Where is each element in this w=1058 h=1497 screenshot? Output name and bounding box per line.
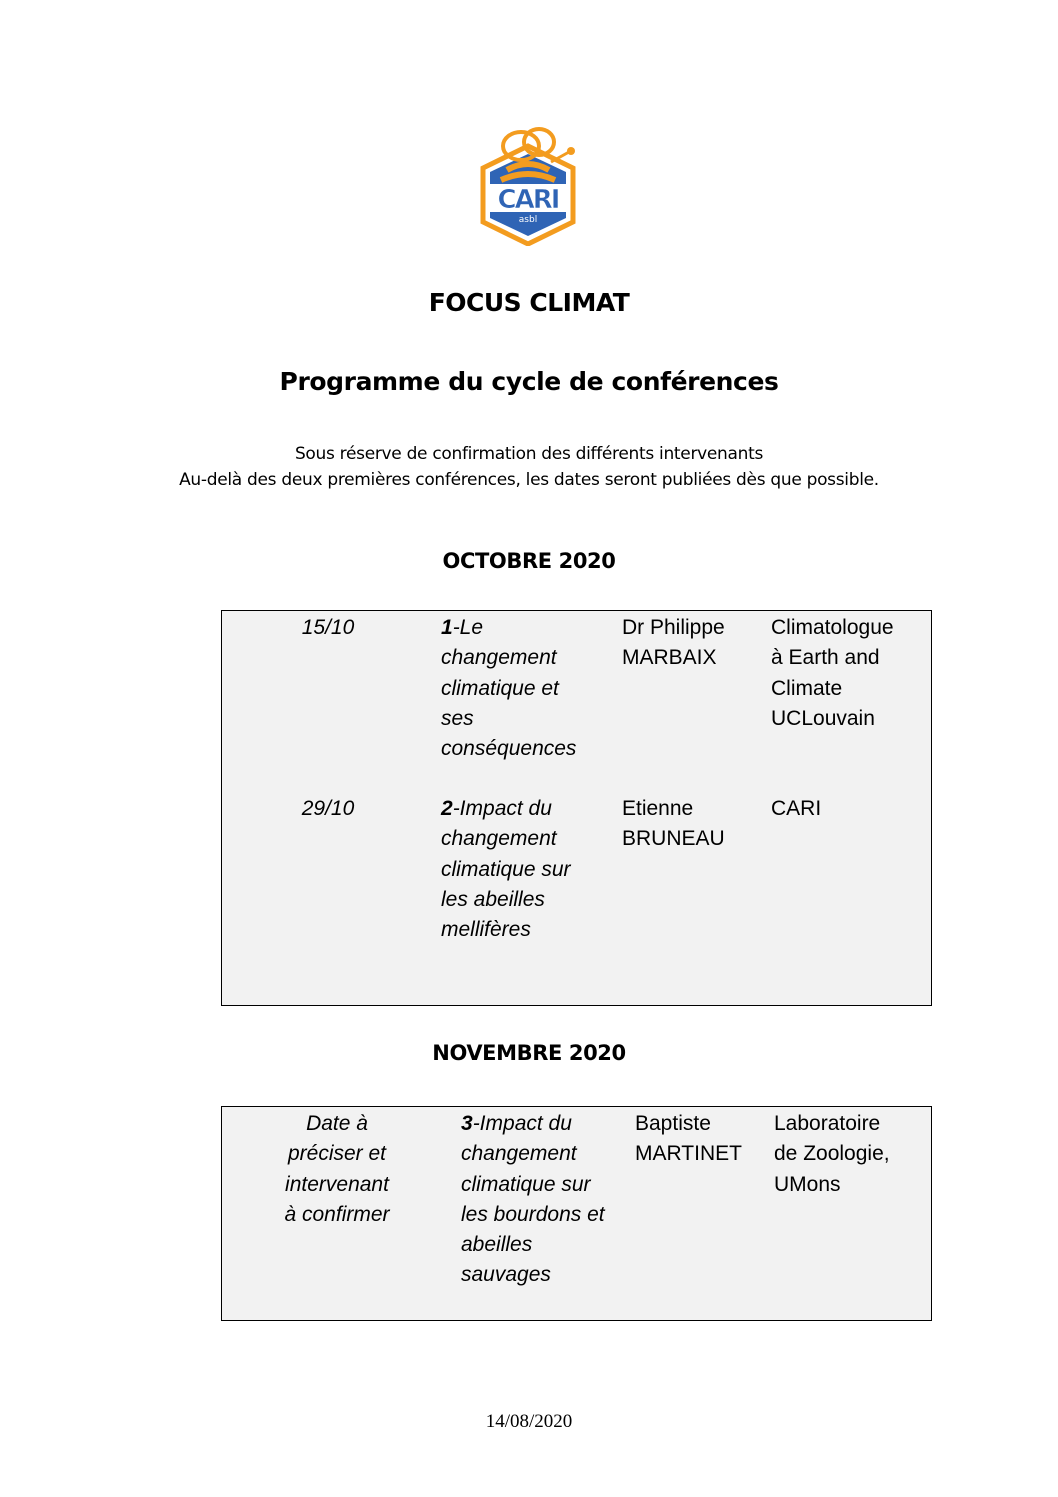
note-dates: Au-delà des deux premières conférences, les dates seront publiées dès que possible. <box>179 470 879 490</box>
cari-logo <box>477 122 579 246</box>
row-number: 1 <box>441 616 453 639</box>
schedule-table-october <box>221 610 932 1006</box>
row-speaker: Dr Philippe MARBAIX <box>622 616 725 670</box>
footer-date: 14/08/2020 <box>485 1411 573 1432</box>
row-number: 3 <box>461 1112 473 1135</box>
row-topic-text: -Le changement climatique et ses conséquences <box>441 616 577 761</box>
bee-hexagon-logo-icon <box>477 122 579 246</box>
logo-text: CARI <box>497 185 559 215</box>
page-title: FOCUS CLIMAT <box>428 288 630 317</box>
row-date: 29/10 <box>301 797 355 820</box>
row-affiliation: CARI <box>771 797 822 820</box>
logo-subtext: asbl <box>518 215 538 225</box>
row-number: 2 <box>441 797 453 820</box>
section-month-november: NOVEMBRE 2020 <box>432 1041 626 1065</box>
row-topic <box>441 794 616 945</box>
row-affiliation: Climatologue à Earth and Climate UCLouvain <box>771 616 894 730</box>
row-topic-text: -Impact du changement climatique sur les abeilles mellifères <box>441 797 571 942</box>
row-date: Date à préciser et intervenant à confirmer <box>284 1112 390 1226</box>
row-topic-text: -Impact du changement climatique sur les bourdons et abeilles sauvages <box>461 1112 605 1287</box>
note-confirmation: Sous réserve de confirmation des différents intervenants <box>294 444 764 464</box>
row-speaker: Baptiste MARTINET <box>635 1112 742 1166</box>
schedule-table-november <box>221 1106 932 1321</box>
row-affiliation: Laboratoire de Zoologie, UMons <box>774 1112 890 1196</box>
row-speaker: Etienne BRUNEAU <box>622 797 725 851</box>
row-topic <box>441 613 616 764</box>
row-date: 15/10 <box>301 616 355 639</box>
section-month-october: OCTOBRE 2020 <box>442 549 616 573</box>
row-topic <box>461 1109 631 1291</box>
page-subtitle: Programme du cycle de conférences <box>279 367 779 396</box>
